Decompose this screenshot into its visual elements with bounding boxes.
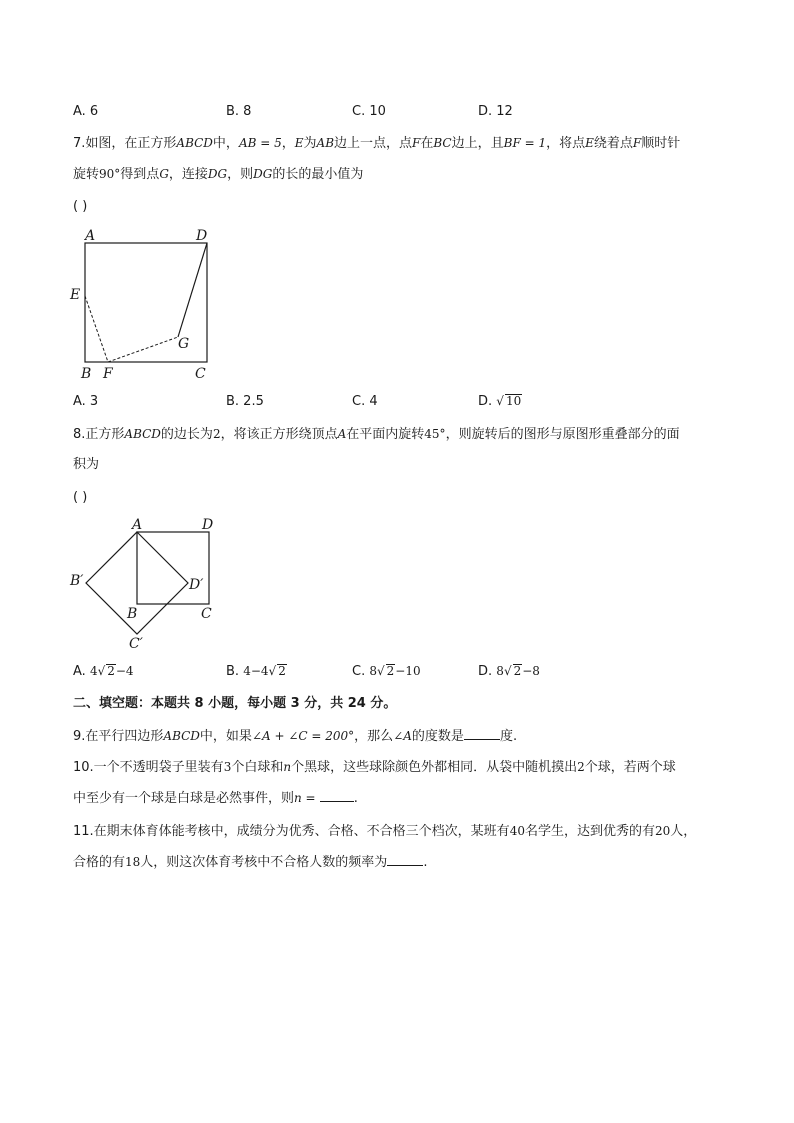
- q8-option-b-radicand: 2: [278, 664, 286, 678]
- q8-math-deg: 45°: [424, 427, 446, 441]
- q8-option-d-label: D.: [478, 664, 493, 679]
- q8-label-c: C: [201, 606, 212, 622]
- q8-option-b-label: B.: [226, 664, 240, 679]
- q7-text: 在: [420, 136, 434, 151]
- q6-option-c: C. 10: [352, 104, 386, 119]
- q8-line1: [73, 424, 680, 445]
- q7-math-g: G: [159, 167, 169, 181]
- q10-text: .: [353, 791, 358, 806]
- q8-option-a-label: A.: [73, 664, 86, 679]
- q11-text: 合格的有: [73, 855, 126, 870]
- q8-math-abcd: ABCD: [124, 427, 161, 441]
- q9-math-abcd: ABCD: [163, 729, 200, 743]
- q11-math-twenty: 20: [654, 824, 671, 838]
- section-heading-fill-in: 二、填空题：本题共 8 小题，每小题 3 分，共 24 分。: [73, 696, 397, 711]
- q7-label-b: B: [81, 366, 92, 382]
- q7-label-a: A: [85, 228, 96, 244]
- q10-line2: [73, 788, 358, 809]
- q8-label-b: B: [127, 606, 138, 622]
- q7-label-e: E: [70, 287, 81, 303]
- q11-math-eighteen: 18: [125, 855, 141, 869]
- q8-label-c1: C′: [129, 636, 143, 652]
- q8-option-c-radicand: 2: [386, 664, 395, 678]
- q8-option-a-post: −4: [115, 664, 134, 678]
- q7-math-bf: BF = 1: [503, 136, 547, 150]
- q8-option-c-label: C.: [352, 664, 366, 679]
- q7-label-f: F: [103, 366, 113, 382]
- q7-text: 旋转: [73, 167, 100, 182]
- q7-option-d-label: D.: [478, 394, 493, 409]
- q8-option-d-post: −8: [522, 664, 540, 678]
- q7-math-ab2: AB: [316, 136, 335, 150]
- q8-label-d: D: [202, 517, 214, 533]
- q7-paren: ( ): [73, 199, 88, 214]
- q8-label-d1: D′: [189, 577, 204, 593]
- q7-text: 边上一点，点: [334, 136, 413, 151]
- q9-line: [73, 726, 517, 747]
- q7-option-d: D. √ 10: [478, 394, 522, 409]
- q7-text: 绕着点: [593, 136, 633, 151]
- q7-option-a: A. 3: [73, 394, 99, 409]
- q8-paren: ( ): [73, 490, 88, 505]
- q7-option-d-radicand: 10: [505, 394, 522, 408]
- q10-text: 个白球和: [231, 760, 284, 775]
- q10-math-neq: n =: [294, 791, 316, 805]
- q8-label-b1: B′: [70, 573, 84, 589]
- q7-segment-dg: [178, 243, 207, 337]
- q11-text: 11.在期末体育体能考核中，成绩分为优秀、合格、不合格三个档次，某班有: [73, 824, 510, 839]
- q11-math-forty: 40: [509, 824, 525, 838]
- q10-text: 中至少有一个球是白球是必然事件，则: [73, 791, 295, 806]
- q8-option-b-pre: 4−4: [243, 664, 269, 678]
- q10-math-three: 3: [223, 760, 232, 774]
- q7-math-f2: F: [632, 136, 642, 150]
- q7-text: ，: [281, 136, 295, 151]
- q8-text: 在平面内旋转: [346, 427, 425, 442]
- q6-option-b: B. 8: [226, 104, 252, 119]
- q7-segment-ef: [85, 296, 108, 362]
- q7-math-abcd: ABCD: [176, 136, 213, 150]
- q11-answer-blank[interactable]: [387, 853, 423, 866]
- q7-line2: [73, 164, 363, 185]
- q10-line1: [73, 757, 676, 778]
- q7-math-bc: BC: [433, 136, 452, 150]
- q8-text: ，则旋转后的图形与原图形重叠部分的面: [445, 427, 680, 442]
- q11-text: 人，则这次体育考核中不合格人数的频率为: [140, 855, 388, 870]
- q8-line2: 积为: [73, 457, 100, 472]
- q8-option-d-radicand: 2: [513, 664, 522, 678]
- q8-figure: [66, 514, 226, 654]
- q9-text: 度.: [499, 729, 518, 744]
- q7-math-dg: DG: [207, 167, 228, 181]
- q7-text: ，则: [227, 167, 254, 182]
- q10-answer-blank[interactable]: [320, 789, 354, 802]
- q8-text: 8.正方形: [73, 427, 125, 442]
- q7-text: 顺时针: [641, 136, 681, 151]
- q8-text: ，将该正方形绕顶点: [220, 427, 338, 442]
- q10-text: 个球，若两个球: [584, 760, 676, 775]
- q8-option-c: C. 8√ 2−10: [352, 664, 421, 679]
- q7-math-dg2: DG: [253, 167, 273, 181]
- q7-text: 边上，且: [451, 136, 504, 151]
- q7-text: 得到点: [120, 167, 160, 182]
- q8-option-b: B. 4−4√ 2: [226, 664, 286, 679]
- q8-option-d-pre: 8: [496, 664, 504, 678]
- q7-text: 为: [303, 136, 317, 151]
- q7-math-ab: AB = 5: [238, 136, 282, 150]
- q8-text: 的边长为: [160, 427, 213, 442]
- q7-math-e2: E: [585, 136, 594, 150]
- q8-option-d: D. 8√ 2−8: [478, 664, 540, 679]
- q8-label-a: A: [132, 517, 143, 533]
- q7-text: 7.如图，在正方形: [73, 136, 177, 151]
- q8-option-a-radicand: 2: [107, 664, 115, 678]
- q8-math-two: 2: [212, 427, 221, 441]
- q9-math-angle: ∠A: [393, 729, 412, 743]
- q7-text: ，连接: [168, 167, 208, 182]
- q7-line1: [73, 133, 680, 154]
- q7-segment-fg: [108, 337, 178, 362]
- q9-text: 的度数是: [411, 729, 464, 744]
- q7-math-e: E: [294, 136, 304, 150]
- q8-option-a-pre: 4: [89, 664, 98, 678]
- q7-label-c: C: [195, 366, 206, 382]
- q8-option-c-pre: 8: [369, 664, 377, 678]
- q10-math-n: n: [283, 760, 292, 774]
- q6-option-d: D. 12: [478, 104, 513, 119]
- q11-line1: [73, 821, 696, 842]
- q9-text: ，那么: [354, 729, 394, 744]
- q7-option-b: B. 2.5: [226, 394, 264, 409]
- q7-option-c: C. 4: [352, 394, 378, 409]
- q7-text: 中，: [212, 136, 239, 151]
- q7-text: ，将点: [546, 136, 586, 151]
- q9-math-expr: ∠A + ∠C = 200°: [251, 729, 355, 743]
- q7-figure: [66, 224, 226, 384]
- q7-math-deg: 90°: [99, 167, 121, 181]
- q7-label-d: D: [196, 228, 208, 244]
- q7-label-g: G: [178, 336, 190, 352]
- q9-answer-blank[interactable]: [464, 727, 500, 740]
- q6-option-a: A. 6: [73, 104, 99, 119]
- q11-text: .: [423, 855, 428, 870]
- q9-text: 中，如果: [199, 729, 252, 744]
- q10-text: 个黑球，这些球除颜色外都相同．从袋中随机摸出: [291, 760, 578, 775]
- q8-option-a: A. 4√ 2−4: [73, 664, 134, 679]
- q8-math-a: A: [337, 427, 347, 441]
- q10-math-two: 2: [577, 760, 585, 774]
- q8-option-c-post: −10: [395, 664, 421, 678]
- q11-text: 名学生，达到优秀的有: [524, 824, 655, 839]
- q7-math-f: F: [412, 136, 421, 150]
- q7-text: 的长的最小值为: [272, 167, 364, 182]
- q10-text: 10.一个不透明袋子里装有: [73, 760, 224, 775]
- q11-line2: [73, 852, 427, 873]
- q11-text: 人，: [670, 824, 697, 839]
- q9-text: 9.在平行四边形: [73, 729, 164, 744]
